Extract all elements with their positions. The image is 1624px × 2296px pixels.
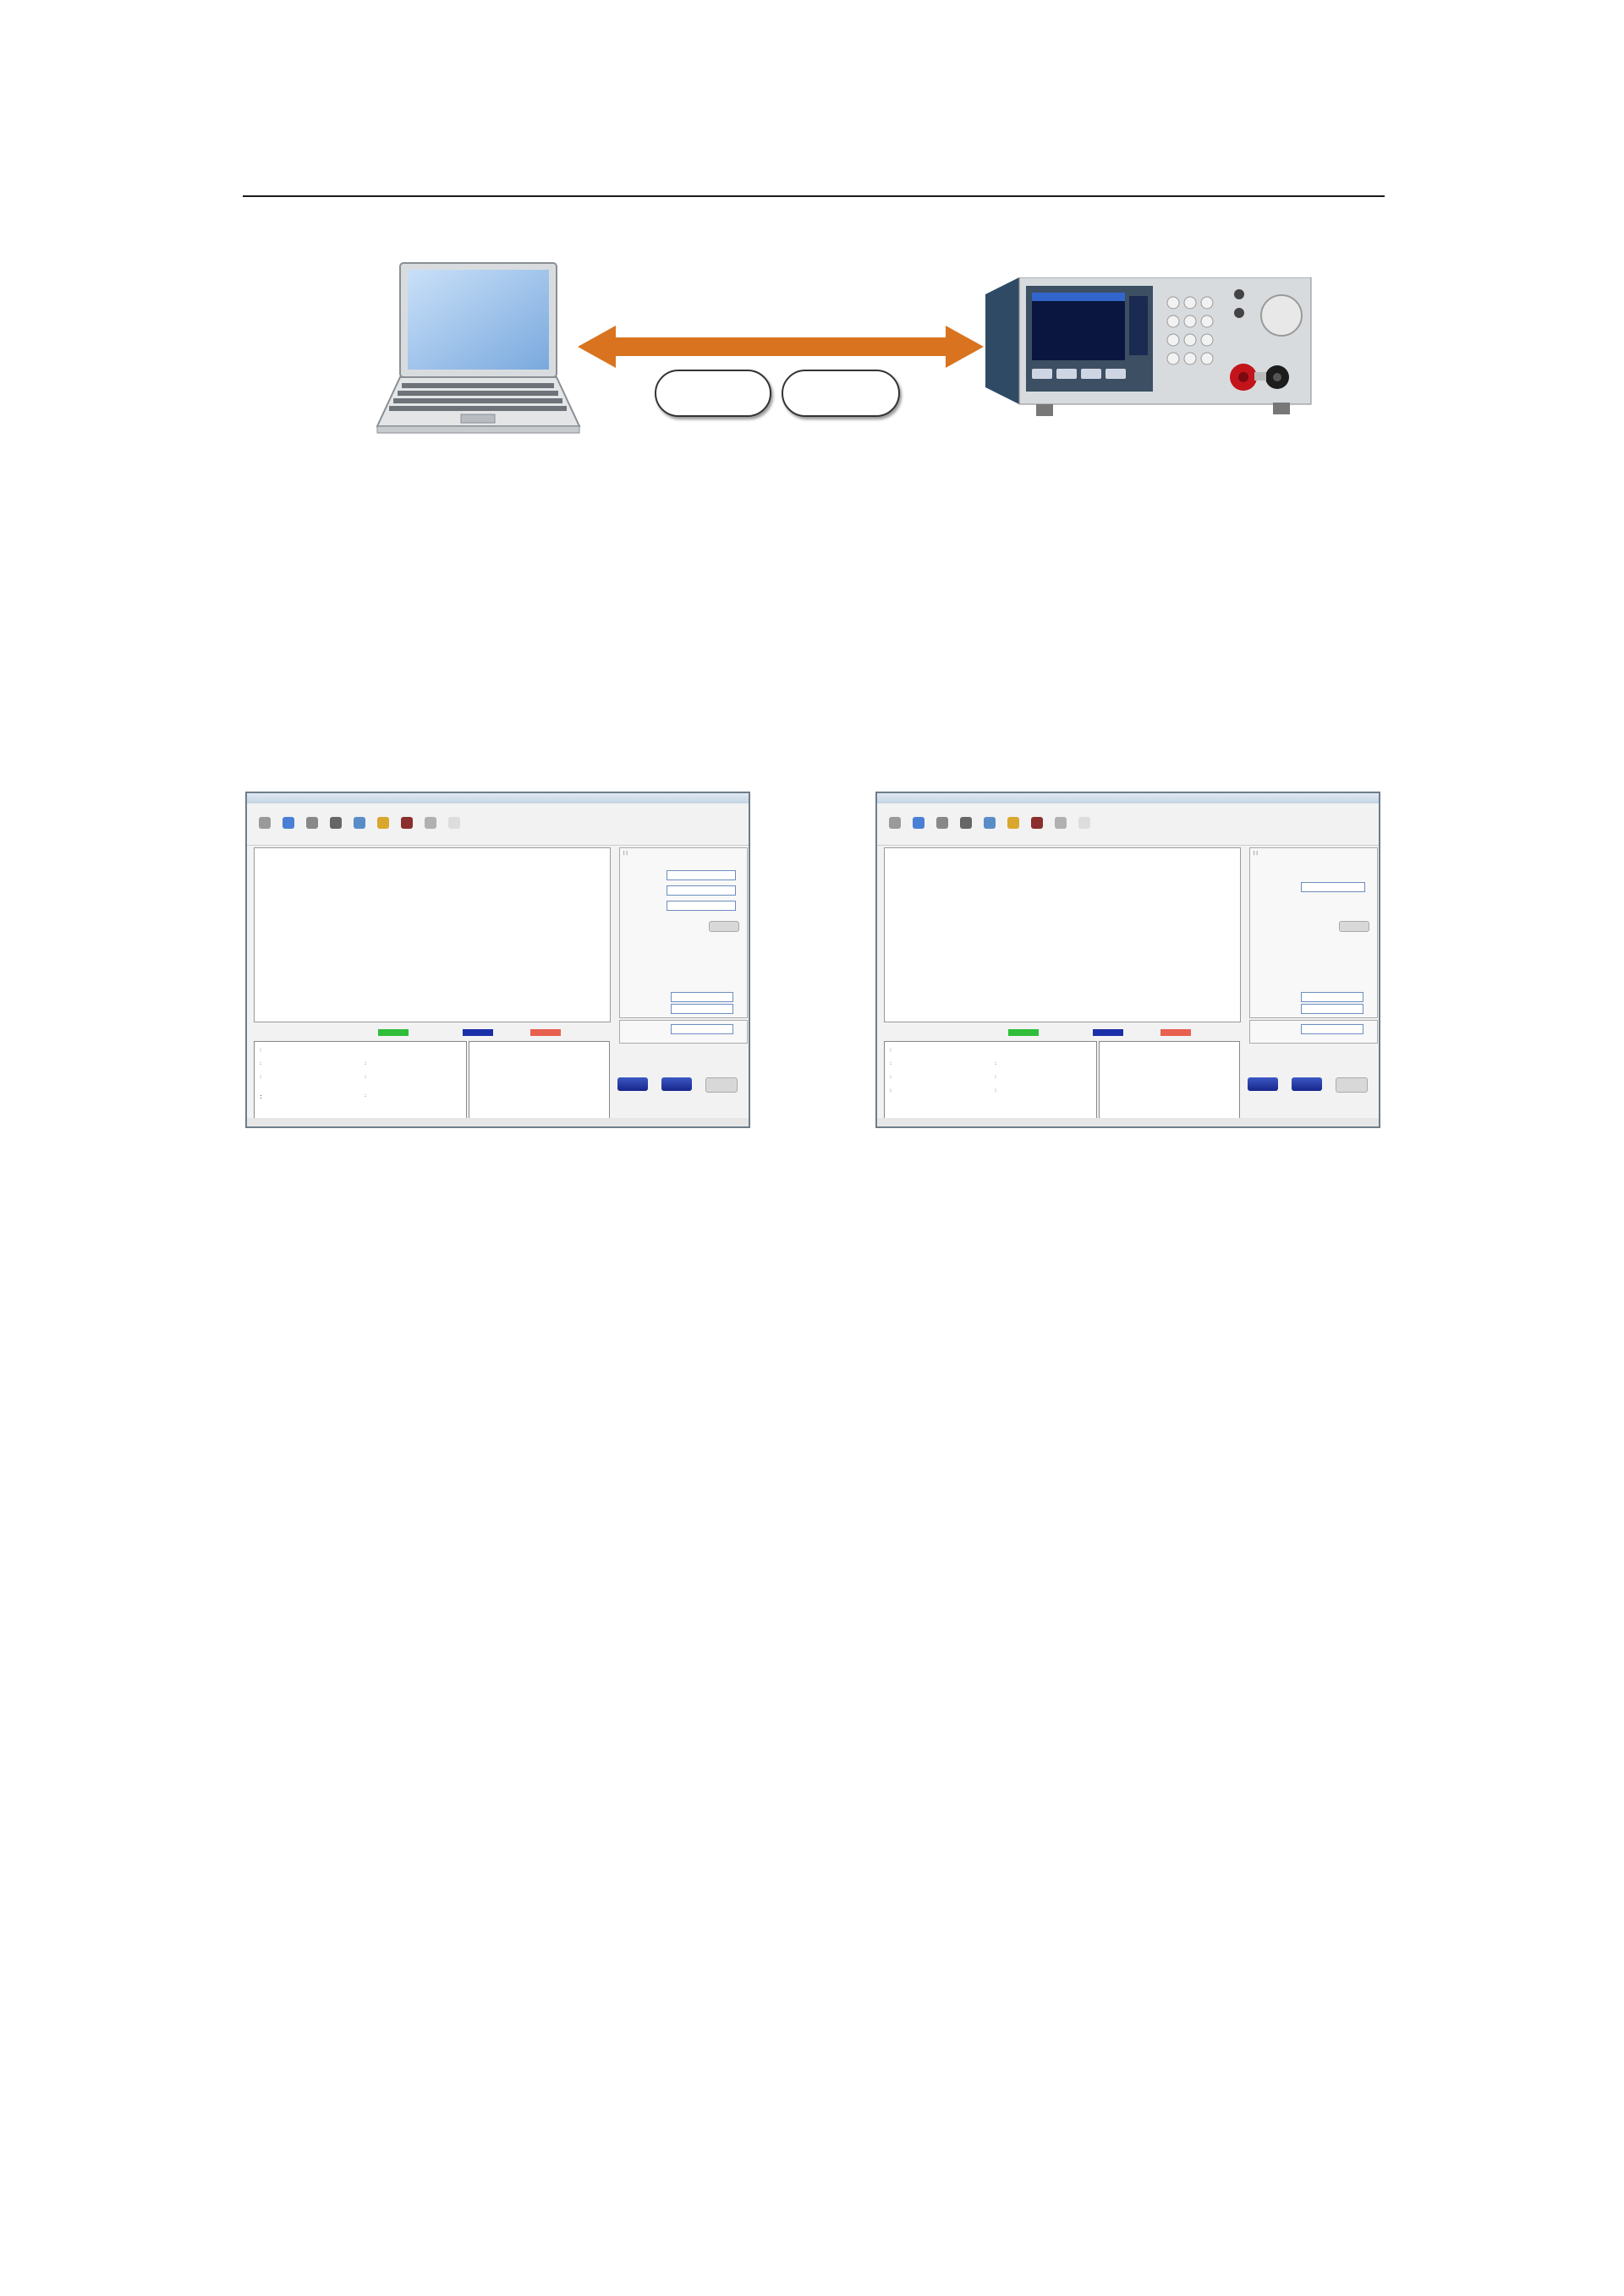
protection-current-input[interactable] [1301,992,1363,1002]
status-footer [877,1118,1379,1126]
software-screenshot-system-static [875,792,1380,1128]
tool-settings[interactable] [301,815,323,831]
trend-chart [254,847,611,1022]
faith-logo [1091,112,1379,196]
tool-exit[interactable] [1050,815,1072,831]
bidirectional-arrow [578,326,984,368]
tool-devices[interactable] [908,815,930,831]
set-button[interactable] [709,921,739,932]
operation-log [1099,1041,1240,1119]
legend-current-swatch [1093,1029,1123,1036]
tool-export[interactable] [372,815,394,831]
tool-exit[interactable] [420,815,442,831]
device-status-panel: : : : : : : : [884,1041,1097,1119]
exit-icon [1055,817,1067,829]
tool-settings[interactable] [931,815,953,831]
online-icon [259,817,271,829]
devices-icon [913,817,924,829]
undervoltage-input[interactable] [667,901,736,911]
connection-diagram [372,254,1320,440]
protection-voltage-input[interactable] [671,1004,733,1014]
power-supply-illustration [985,277,1315,421]
toolbar [247,813,749,846]
local-button[interactable] [705,1077,738,1093]
tool-export[interactable] [1002,815,1024,831]
chart-legend [340,1027,619,1038]
trend-chart-svg [885,848,1240,1022]
protection-voltage-input[interactable] [1301,1004,1363,1014]
clr-button[interactable] [661,1077,692,1091]
clr-button[interactable] [1292,1077,1322,1091]
set-button[interactable] [1339,921,1369,932]
status-footer [247,1118,749,1126]
settings-panel: | | [619,847,748,1018]
settings-icon [936,817,948,829]
chart-legend [970,1027,1249,1038]
tool-records[interactable] [1026,815,1048,831]
legend-power-swatch [530,1029,561,1036]
off-button[interactable] [617,1077,648,1091]
tool-edit[interactable] [955,815,977,831]
exit-icon [425,817,436,829]
legend-power-swatch [1160,1029,1191,1036]
window-title [877,793,1379,803]
modbus-badge [782,370,900,417]
tool-online[interactable] [884,815,906,831]
edit-icon [330,817,342,829]
records-icon [1031,817,1043,829]
legend-voltage-swatch [1008,1029,1039,1036]
software-screenshot-single-state [245,792,750,1128]
settings-panel: | | [1249,847,1378,1018]
operation-log [469,1041,610,1119]
local-button[interactable] [1336,1077,1368,1093]
protection-power-input[interactable] [671,1024,733,1034]
records-icon [401,817,413,829]
laptop-illustration [372,260,584,442]
off-button[interactable] [1248,1077,1278,1091]
menu-bar [247,803,749,813]
device-status-panel: : : : : : : : [254,1041,467,1119]
devices-icon [283,817,294,829]
window-title [247,793,749,803]
legend-current-swatch [463,1029,493,1036]
toolbar [877,813,1379,846]
set-voltage-input[interactable] [667,870,736,880]
print-icon [354,817,365,829]
tool-online[interactable] [254,815,276,831]
tool-print[interactable] [979,815,1001,831]
protection-current-input[interactable] [671,992,733,1002]
scpi-badge [655,370,771,417]
trend-chart-svg [255,848,610,1022]
protection-power-input[interactable] [1301,1024,1363,1034]
test-file-input[interactable] [1301,882,1365,892]
legend-voltage-swatch [378,1029,409,1036]
print-icon [984,817,996,829]
protection-panel [1249,1020,1378,1044]
export-icon [1007,817,1019,829]
edit-icon [960,817,972,829]
menu-bar [877,803,1379,813]
assist-icon [448,817,460,829]
assist-icon [1078,817,1090,829]
tool-edit[interactable] [325,815,347,831]
tool-assist[interactable] [1073,815,1095,831]
protection-panel [619,1020,748,1044]
tool-assist[interactable] [443,815,465,831]
tool-print[interactable] [348,815,370,831]
header-divider [243,195,1385,197]
tool-records[interactable] [396,815,418,831]
tool-devices[interactable] [277,815,299,831]
export-icon [377,817,389,829]
settings-icon [306,817,318,829]
online-icon [889,817,901,829]
trend-chart [884,847,1241,1022]
set-current-input[interactable] [667,885,736,896]
